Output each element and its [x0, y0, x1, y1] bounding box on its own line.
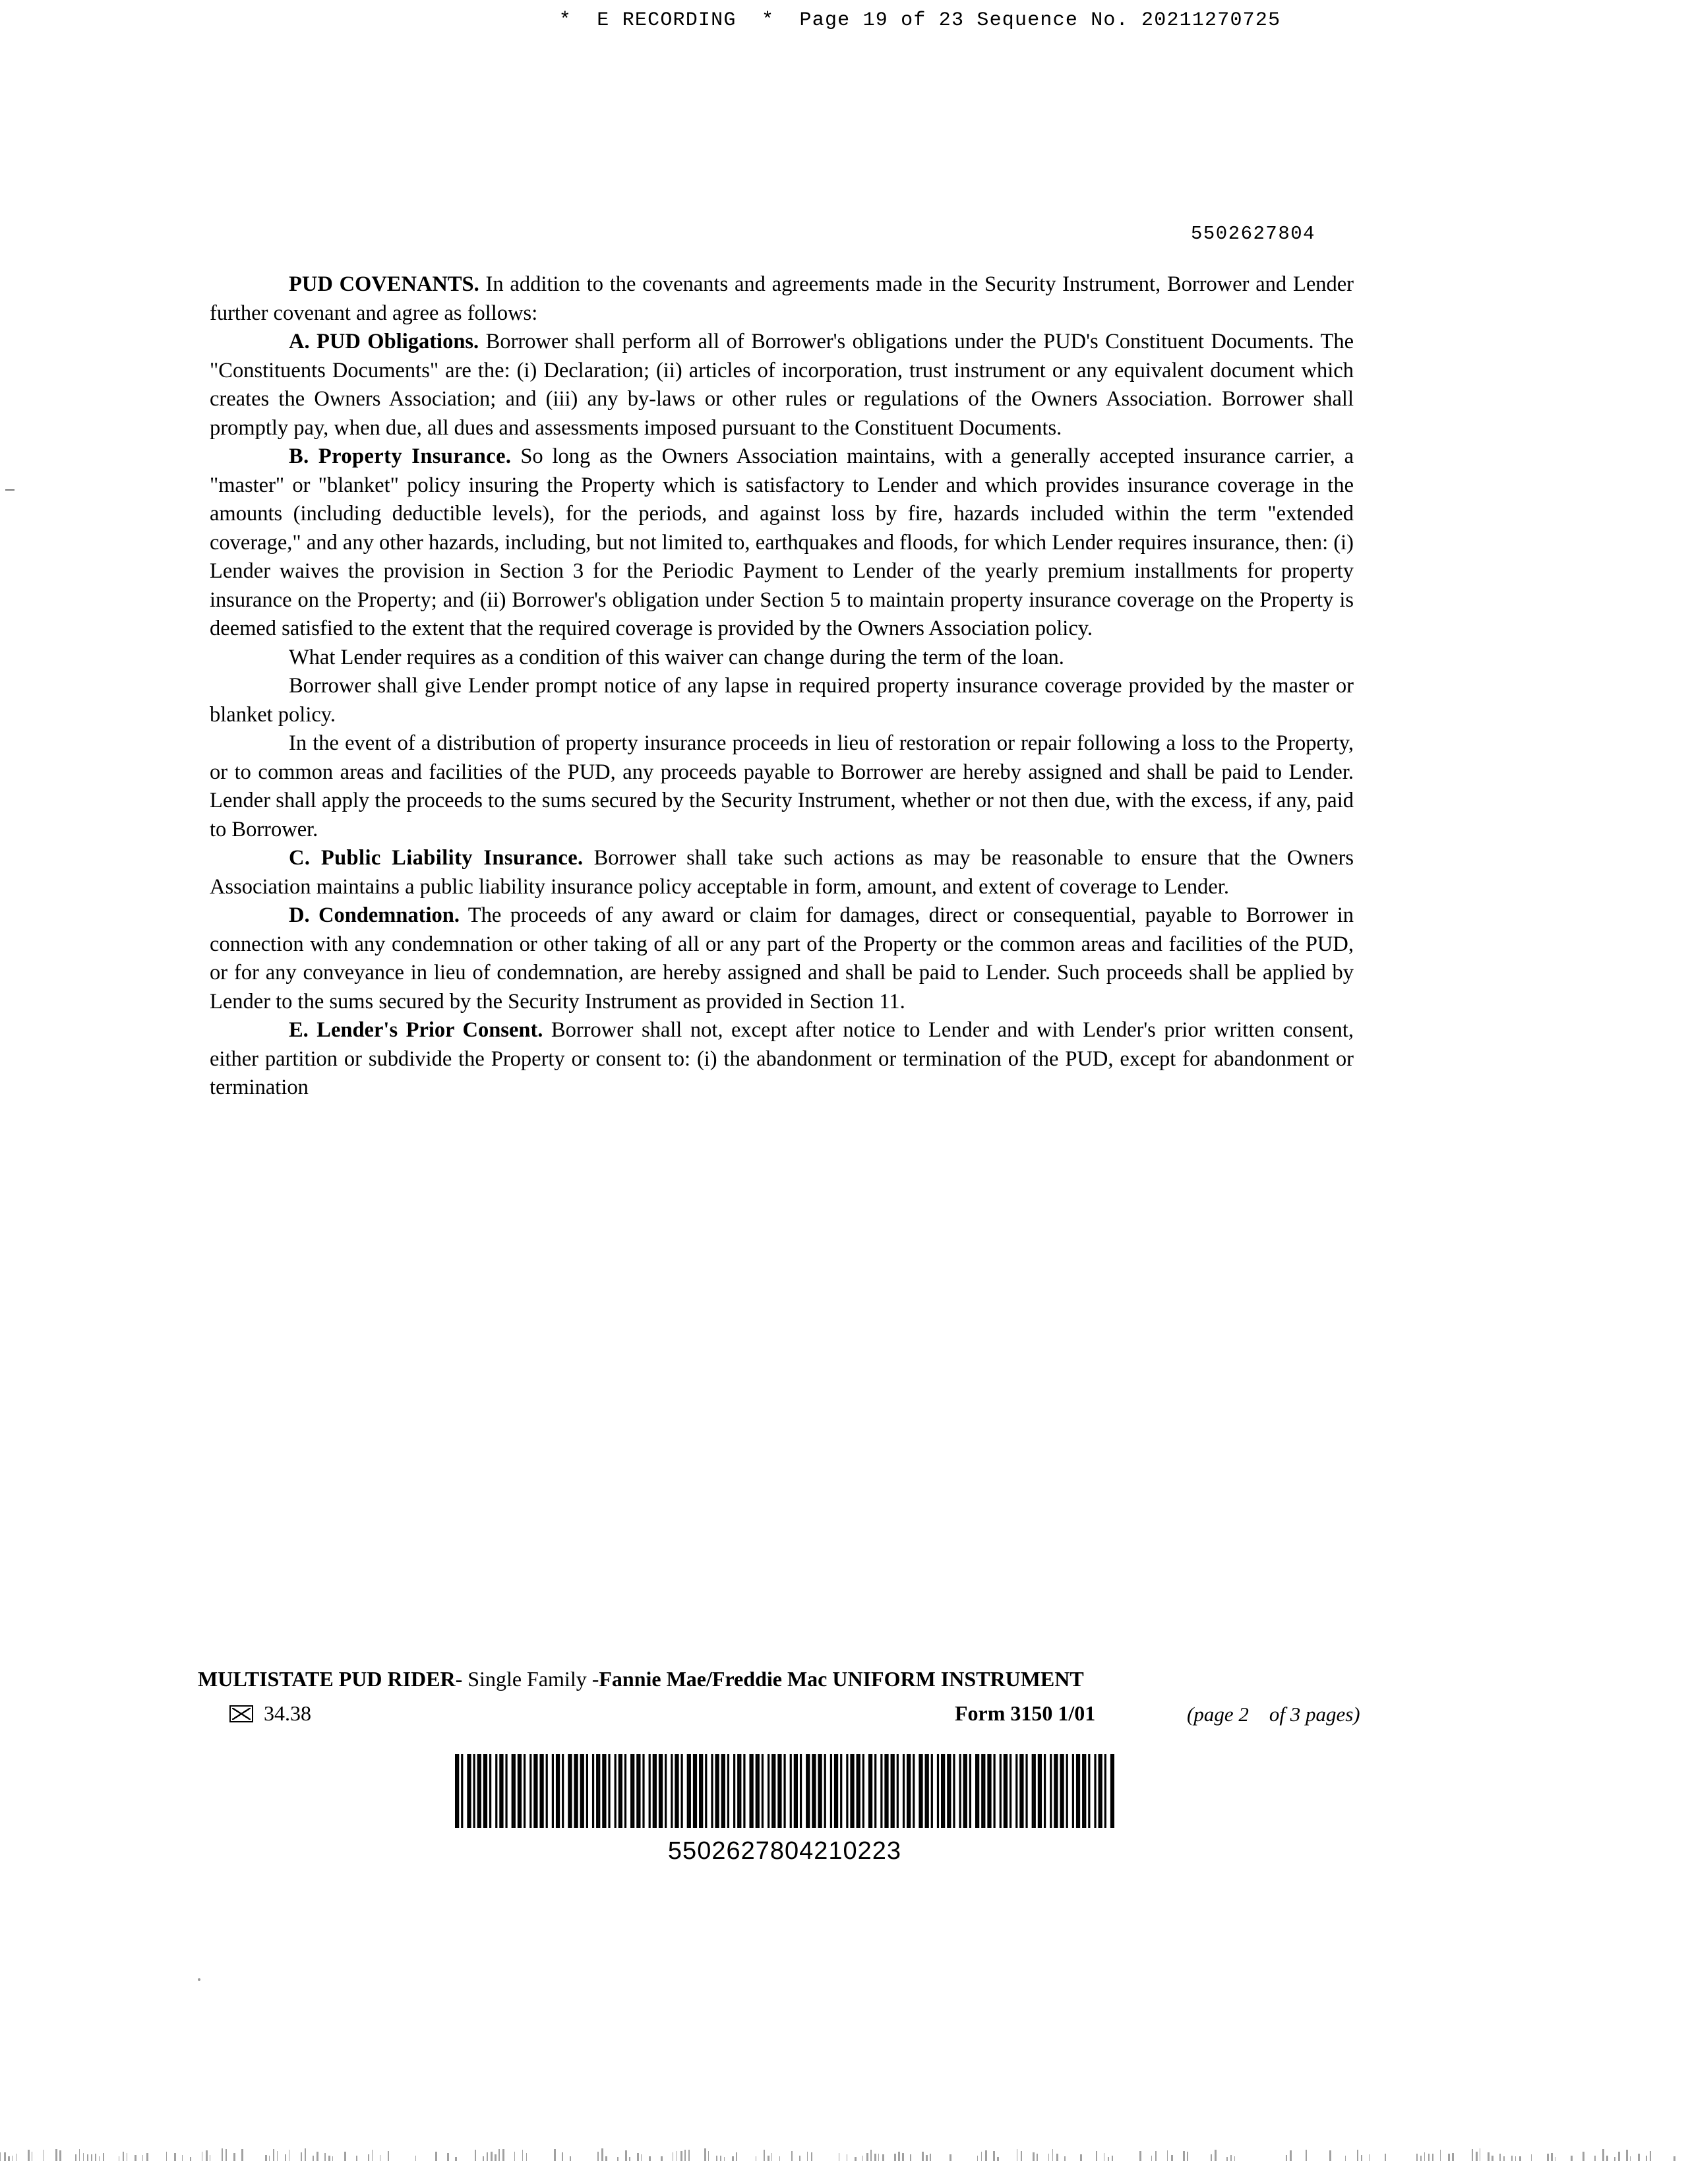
paragraph-text: In addition to the covenants and agreements made in the Security Instrument, Borrower and Lender further covenant and agree as follows: — [210, 272, 1354, 325]
paragraph-text: In the event of a distribution of property insurance proceeds in lieu of restoration or repair following a loss to the Property, or to common areas and facilities of the PUD, any proceeds payable to Borrower are hereby assigned and shall be paid to Lender. Lender shall apply the proceeds to the sums secured by the Security Instrument, whether or not then due, with the excess, if any, paid to Borrower. — [210, 731, 1354, 841]
paragraph-a-pud-obligations — [210, 328, 1354, 442]
runhead-a-pud-obligations: A. PUD Obligations. — [289, 330, 479, 353]
paragraph-text: So long as the Owners Association maintains, with a generally accepted insurance carrier, a "master" or "blanket" policy insuring the Property which is satisfactory to Lender and which provides insurance coverage in the amounts (including deductible levels), for the periods, and against loss by fire, hazards included within the term "extended coverage," and any other hazards, including, but not limited to, earthquakes and floods, for which Lender requires insurance, then: (i) Lender waives the provision in Section 3 for the Periodic Payment to Lender of the yearly premium installments for property insurance on the Property; and (ii) Borrower's obligation under Section 5 to maintain property insurance coverage on the Property is deemed satisfied to the extent that the required coverage is provided by the Owners Association policy. — [210, 444, 1354, 640]
scan-artifact-tick — [5, 489, 15, 491]
barcode-image — [455, 1754, 1114, 1828]
erecording-stamp: * E RECORDING * Page 19 of 23 Sequence No. 20211270725 — [558, 9, 1281, 32]
paragraph-b-property-insurance — [210, 442, 1354, 644]
paragraph-lapse-notice — [210, 672, 1354, 729]
paragraph-text: Borrower shall not, except after notice to Lender and with Lender's prior written consent, either partition or subdivide the Property or consent to: (i) the abandonment or termination of the PUD, except for abandonment or termination — [210, 1018, 1354, 1099]
barcode-block — [455, 1754, 1114, 1866]
scan-edge-artifact — [0, 2146, 1688, 2161]
barcode-value: 5502627804210223 — [667, 1837, 902, 1865]
runhead-e-lenders-prior-consent: E. Lender's Prior Consent. — [289, 1018, 543, 1042]
cx-logo-icon — [229, 1705, 253, 1722]
footer-title-bold-2: Fannie Mae/Freddie Mac UNIFORM INSTRUMENT — [599, 1667, 1084, 1691]
footer-version: 34.38 — [264, 1701, 311, 1725]
paragraph-distribution-proceeds — [210, 729, 1354, 844]
paragraph-text: Borrower shall take such actions as may be reasonable to ensure that the Owners Association maintains a public liability insurance policy acceptable in form, amount, and extent of coverage to Lender. — [210, 846, 1354, 899]
runhead-c-public-liability: C. Public Liability Insurance. — [289, 846, 584, 870]
paragraph-text: The proceeds of any award or claim for damages, direct or consequential, payable to Borrower in connection with any condemnation or other taking of all or any part of the Property or the common areas and facilities of the PUD, or for any conveyance in lieu of condemnation, are hereby assigned and shall be paid to Lender. Such proceeds shall be applied by Lender to the sums secured by the Security Instrument as provided in Section 11. — [210, 903, 1354, 1014]
document-body — [210, 270, 1354, 1103]
footer-form-number: Form 3150 1/01 — [955, 1701, 1096, 1725]
footer-title — [198, 1666, 1355, 1692]
paragraph-text: What Lender requires as a condition of this waiver can change during the term of the loan. — [289, 645, 1064, 669]
paragraph-text: Borrower shall perform all of Borrower's obligations under the PUD's Constituent Documents. The "Constituents Documents" are the: (i) Declaration; (ii) articles of incorporation, trust instrument or any equivalent document which creates the Owners Association; and (iii) any by-laws or other rules or regulations of the Owners Association. Borrower shall promptly pay, when due, all dues and assessments imposed pursuant to the Constituent Documents. — [210, 330, 1354, 440]
loan-number: 5502627804 — [1191, 223, 1316, 245]
paragraph-pud-covenants — [210, 270, 1354, 328]
runhead-pud-covenants: PUD COVENANTS. — [289, 272, 479, 296]
scan-artifact-dot — [198, 1978, 200, 1981]
footer-meta — [198, 1701, 1358, 1732]
runhead-d-condemnation: D. Condemnation. — [289, 903, 460, 927]
paragraph-e-lenders-prior-consent — [210, 1016, 1354, 1103]
footer-page-of: (page 2 of 3 pages) — [1187, 1703, 1360, 1726]
paragraph-waiver-change — [210, 644, 1354, 673]
footer-title-plain-1: Single Family - — [462, 1667, 599, 1691]
paragraph-c-public-liability — [210, 844, 1354, 901]
footer-title-bold-1: MULTISTATE PUD RIDER- — [198, 1667, 463, 1691]
paragraph-d-condemnation — [210, 901, 1354, 1016]
paragraph-text: Borrower shall give Lender prompt notice of any lapse in required property insurance coverage provided by the master or blanket policy. — [210, 674, 1354, 727]
runhead-b-property-insurance: B. Property Insurance. — [289, 444, 512, 468]
